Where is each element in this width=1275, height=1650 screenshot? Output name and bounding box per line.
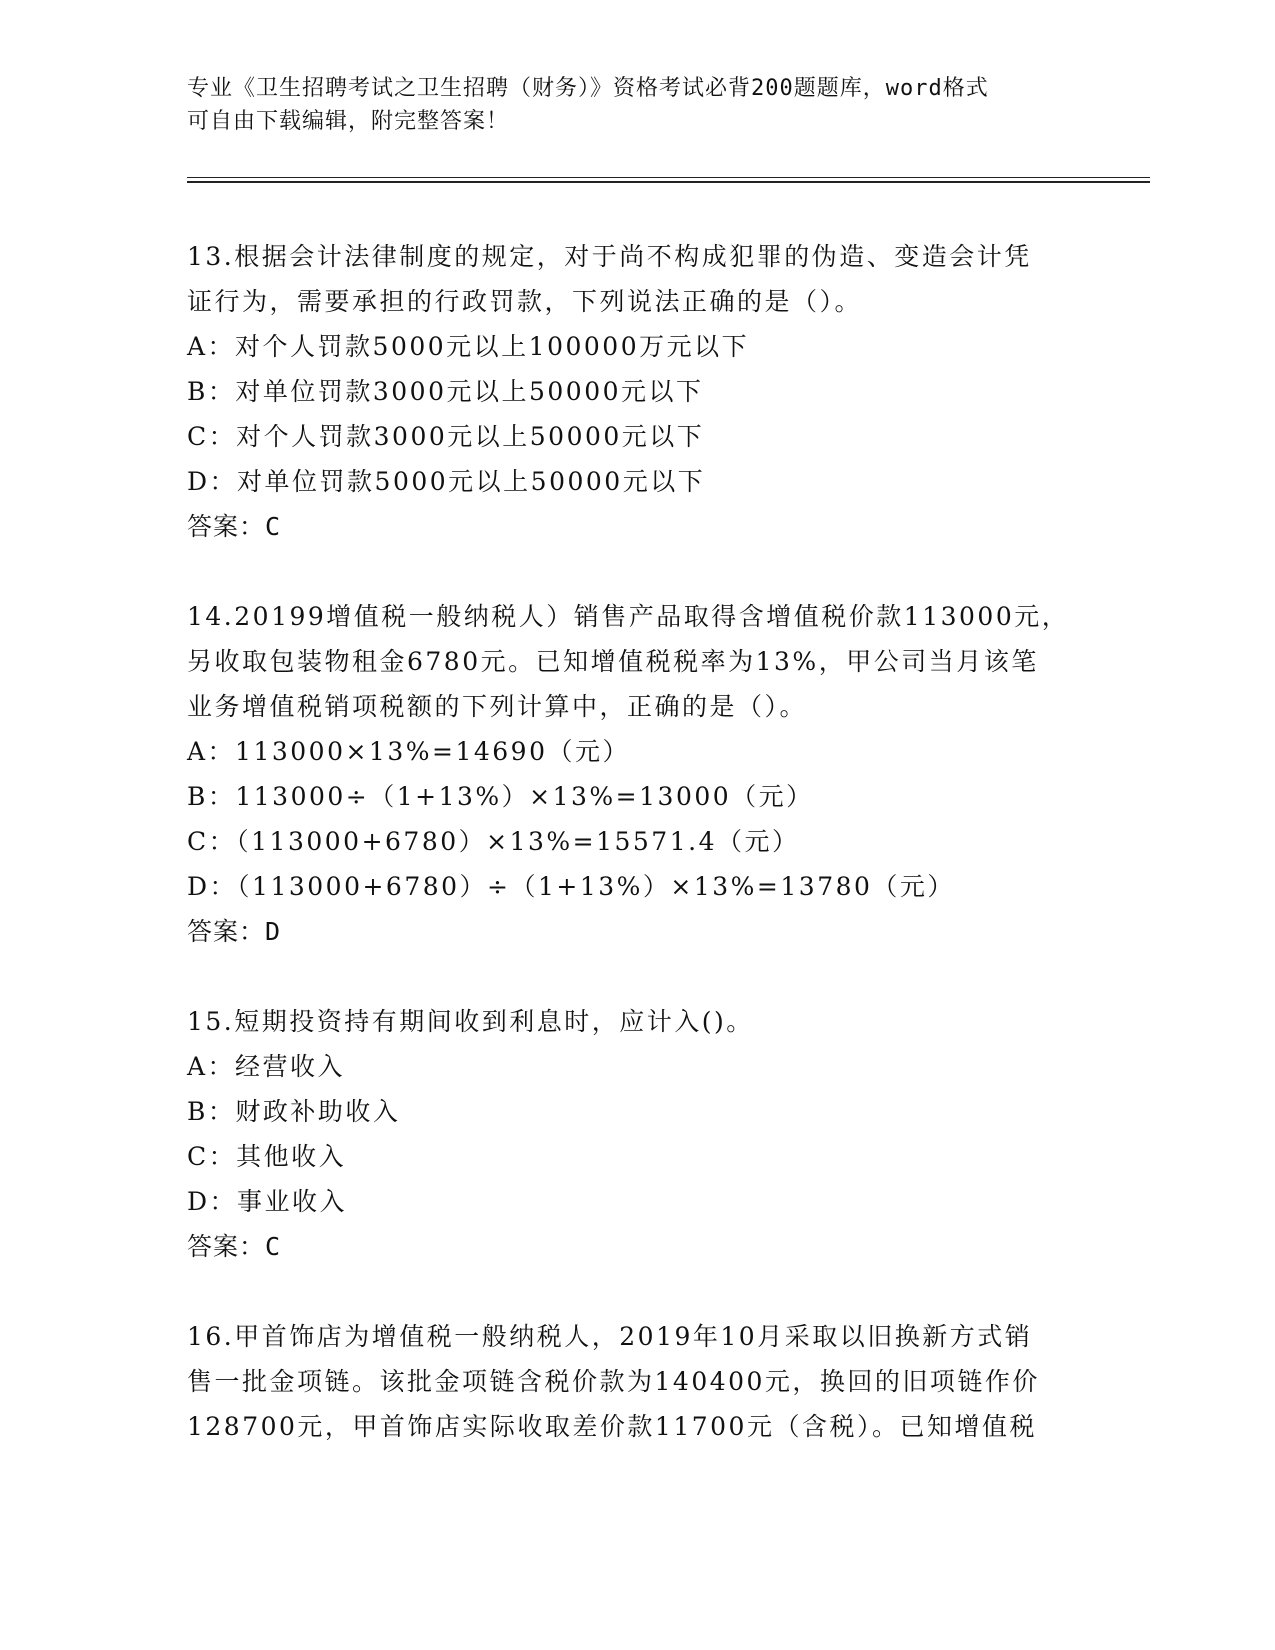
header-line-2: 可自由下载编辑，附完整答案！ xyxy=(187,109,510,134)
question-15 xyxy=(187,999,1067,1269)
option-a: A：经营收入 xyxy=(187,1052,346,1081)
option-d: D：对单位罚款5000元以上50000元以下 xyxy=(187,467,706,496)
question-stem-line: 128700元，甲首饰店实际收取差价款11700元（含税）。已知增值税 xyxy=(187,1412,1037,1441)
answer-line: 答案：C xyxy=(187,512,282,541)
option-b: B：113000÷（1+13%）×13%=13000（元） xyxy=(187,782,814,811)
question-stem-line: 证行为，需要承担的行政罚款，下列说法正确的是（）。 xyxy=(187,287,863,316)
header-divider-thick xyxy=(187,181,1150,183)
option-b: B：财政补助收入 xyxy=(187,1097,401,1126)
question-stem-line: 业务增值税销项税额的下列计算中，正确的是（）。 xyxy=(187,692,808,721)
question-13 xyxy=(187,234,1067,549)
question-stem-line: 13.根据会计法律制度的规定，对于尚不构成犯罪的伪造、变造会计凭 xyxy=(187,242,1032,271)
option-c: C：（113000+6780）×13%=15571.4（元） xyxy=(187,827,800,856)
question-16 xyxy=(187,1314,1067,1449)
question-stem-line: 16.甲首饰店为增值税一般纳税人，2019年10月采取以旧换新方式销 xyxy=(187,1322,1033,1351)
question-stem-line: 另收取包装物租金6780元。已知增值税税率为13%，甲公司当月该笔 xyxy=(187,647,1039,676)
option-a: A：113000×13%=14690（元） xyxy=(187,737,630,766)
question-stem-line: 14.20199增值税一般纳税人）销售产品取得含增值税价款113000元， xyxy=(187,602,1070,631)
option-c: C：其他收入 xyxy=(187,1142,347,1171)
question-list xyxy=(187,234,1070,1494)
option-d: D：（113000+6780）÷（1+13%）×13%=13780（元） xyxy=(187,872,955,901)
question-stem-line: 售一批金项链。该批金项链含税价款为140400元，换回的旧项链作价 xyxy=(187,1367,1040,1396)
answer-line: 答案：D xyxy=(187,917,282,946)
header-divider-thin xyxy=(187,177,1150,178)
question-stem-line: 15.短期投资持有期间收到利息时，应计入()。 xyxy=(187,1007,754,1036)
answer-line: 答案：C xyxy=(187,1232,282,1261)
document-header xyxy=(187,72,1047,138)
option-c: C：对个人罚款3000元以上50000元以下 xyxy=(187,422,705,451)
question-14 xyxy=(187,594,1070,954)
option-b: B：对单位罚款3000元以上50000元以下 xyxy=(187,377,704,406)
option-d: D：事业收入 xyxy=(187,1187,348,1216)
header-line-1: 专业《卫生招聘考试之卫生招聘（财务）》资格考试必背200题题库，word格式 xyxy=(187,76,989,101)
option-a: A：对个人罚款5000元以上100000万元以下 xyxy=(187,332,750,361)
